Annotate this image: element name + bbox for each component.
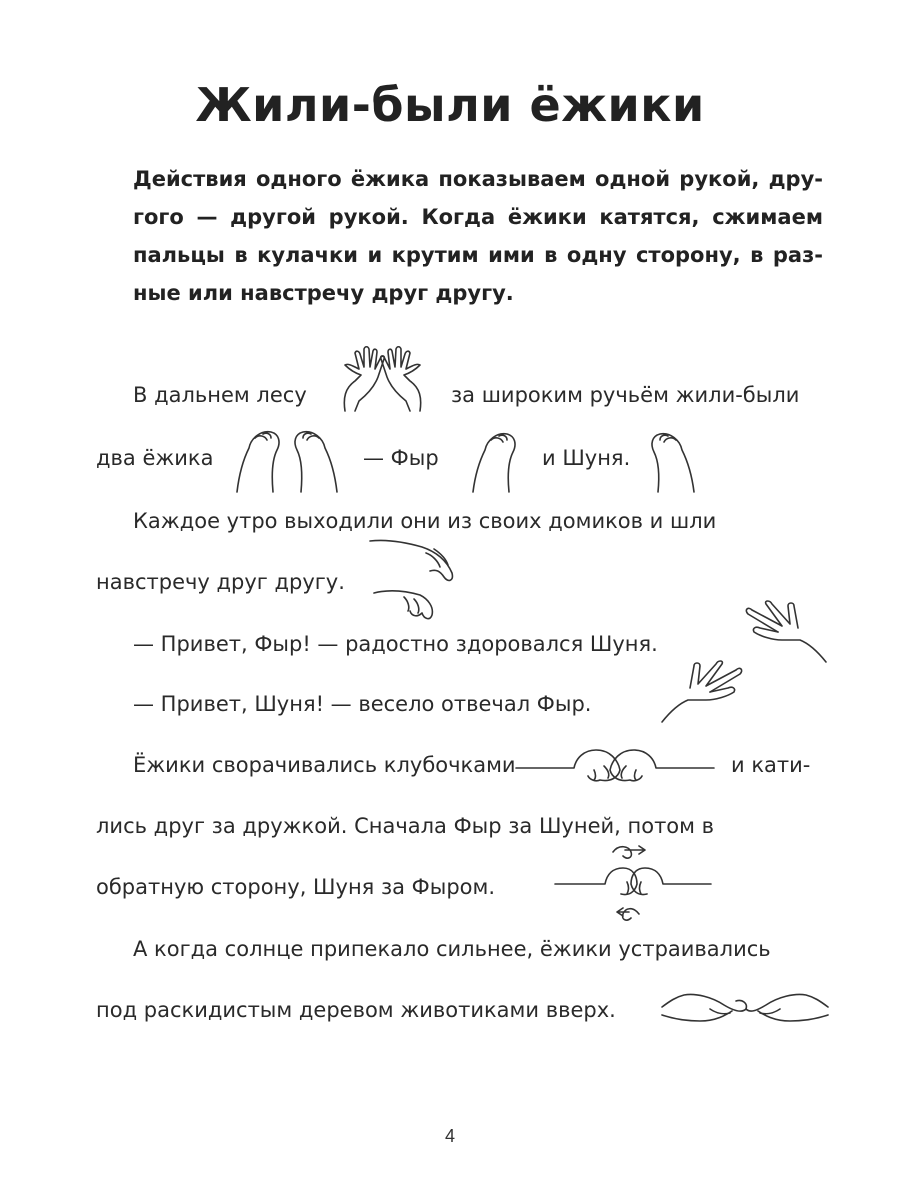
intro-line: Действия одного ёжика показываем одной рукой, дру- [133,167,823,191]
story-line: два ёжика [96,446,214,470]
story-line: под раскидистым деревом животиками вверх. [96,998,616,1022]
intro-line: пальцы в кулачки и крутим ими в одну сторону, в раз- [133,243,823,267]
intro-line: гого — другой рукой. Когда ёжики катятся, сжимаем [133,205,823,229]
story-line: — Привет, Фыр! — радостно здоровался Шуня. [133,632,658,656]
story-line: Ёжики сворачивались клубочками [133,753,516,777]
curled-fists-icon [514,740,716,785]
page-number: 4 [444,1126,455,1146]
fists-icon [227,420,347,495]
waving-hand-left-icon [738,600,828,665]
fist-left-icon [465,422,525,495]
open-hands-icon [315,343,450,413]
story-line: В дальнем лесу [133,383,307,407]
story-line: — Привет, Шуня! — весело отвечал Фыр. [133,692,592,716]
palms-up-icon [660,975,830,1035]
rolling-fists-icon [553,842,713,927]
fist-right-icon [642,422,702,495]
waving-hand-right-icon [660,660,752,725]
story-line: обратную сторону, Шуня за Фыром. [96,875,496,899]
story-line: лись друг за дружкой. Сначала Фыр за Шуней, потом в [96,814,715,838]
story-line: навстречу друг другу. [96,570,345,594]
story-line: — Фыр [363,446,439,470]
story-line: за широким ручьём жили-были [451,383,800,407]
story-line: Каждое утро выходили они из своих домиков и шли [133,509,717,533]
page-title: Жили-были ёжики [195,78,705,132]
walking-hands-icon [368,533,458,623]
story-line: и Шуня. [542,446,631,470]
story-line: и кати- [731,753,811,777]
story-line: А когда солнце припекало сильнее, ёжики устраивались [133,937,771,961]
intro-line: ные или навстречу друг другу. [133,281,514,305]
